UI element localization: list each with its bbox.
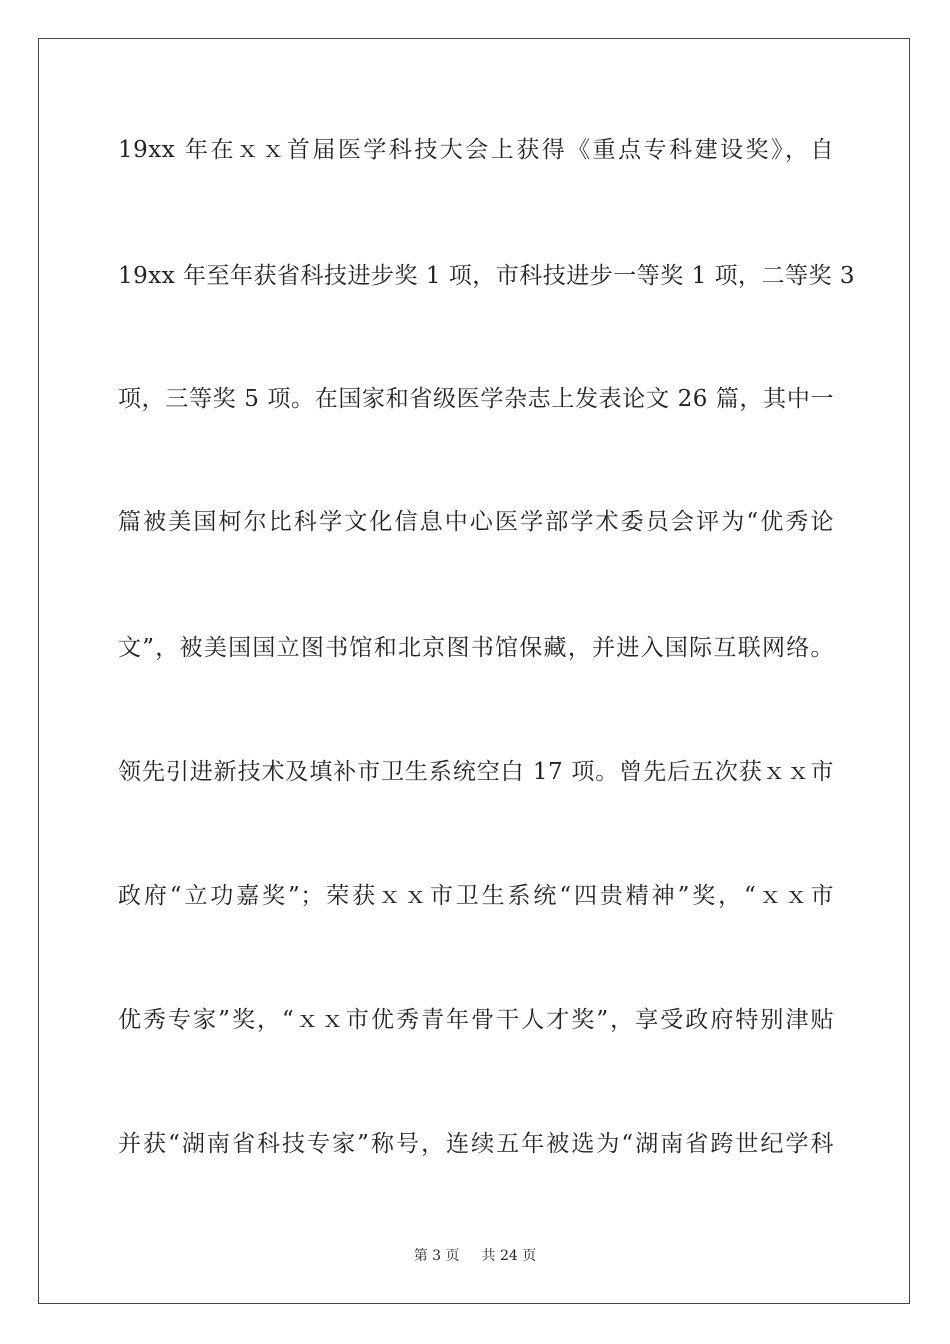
paragraph-line: 领先引进新技术及填补市卫生系统空白 17 项。曾先后五次获ｘｘ市 xyxy=(118,759,834,785)
page-total: 共 24 页 xyxy=(481,1248,537,1264)
paragraph-line: 优秀专家”奖，“ｘｘ市优秀青年骨干人才奖”，享受政府特别津贴 xyxy=(118,1007,834,1033)
paragraph-line: 政府“立功嘉奖”；荣获ｘｘ市卫生系统“四贵精神”奖，“ｘｘ市 xyxy=(118,883,834,909)
page-number: 第 3 页 xyxy=(413,1248,460,1264)
paragraph-line: 19xx 年在ｘｘ首届医学科技大会上获得《重点专科建设奖》，自 xyxy=(118,137,834,163)
page-border xyxy=(38,38,910,1304)
paragraph-line: 项，三等奖 5 项。在国家和省级医学杂志上发表论文 26 篇，其中一 xyxy=(118,386,834,412)
paragraph-line: 并获“湖南省科技专家”称号，连续五年被选为“湖南省跨世纪学科 xyxy=(118,1131,834,1157)
page-footer xyxy=(0,1247,950,1265)
paragraph-line: 19xx 年至年获省科技进步奖 1 项，市科技进步一等奖 1 项，二等奖 3 xyxy=(118,263,855,289)
paragraph-line: 篇被美国柯尔比科学文化信息中心医学部学术委员会评为“优秀论 xyxy=(118,509,834,535)
paragraph-line: 文”，被美国国立图书馆和北京图书馆保藏，并进入国际互联网络。 xyxy=(118,635,834,661)
